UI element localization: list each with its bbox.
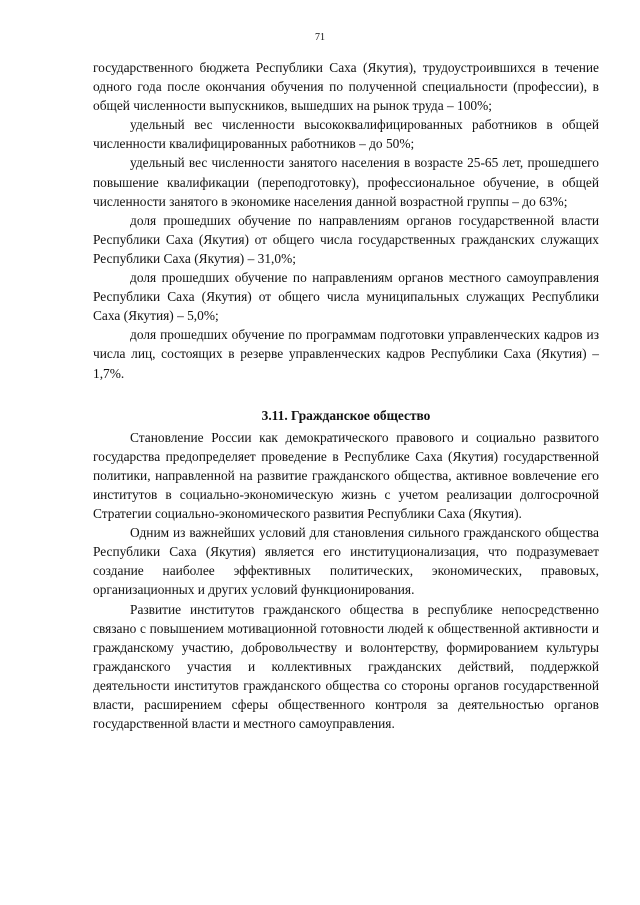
paragraph: Одним из важнейших условий для становления сильного гражданского общества Республики Саха (Якутия) является его институционализация, что подразумевает создание наиболее эффективных политических, экономических, правовых, организационных и других условий функционирования. [93,525,599,598]
section-heading: 3.11. Гражданское общество [261,407,431,423]
paragraph: Развитие институтов гражданского общества в республике непосредственно связано с повышением мотивационной готовности людей к общественной активности и гражданскому участию, добровольчеству и волонтерству, формированием культуры гражданского участия и коллективных гражданских действий, поддержкой деятельности институтов гражданского общества со стороны органов государственной власти, расширением сферы общественного контроля за деятельностью органов государственной власти и местного самоуправления. [93,601,599,732]
paragraph: доля прошедших обучение по направлениям органов местного самоуправления Республики Саха (Якутия) от общего числа муниципальных служащих Республики Саха (Якутия) – 5,0%; [93,270,599,324]
paragraph: государственного бюджета Республики Саха (Якутия), трудоустроившихся в течение одного года после окончания обучения по полученной специальности (профессии), в общей численности выпускников, вышедших на рынок труда – 100%; [93,60,599,114]
section-body [93,428,599,734]
paragraph: Становление России как демократического правового и социально развитого государства предопределяет проведение в Республике Саха (Якутия) государственной политики, направленной на развитие гражданского общества, активное вовлечение его институтов в социально-экономическую жизнь с учетом реализации долгосрочной Стратегии социально-экономического развития Республики Саха (Якутия). [93,429,599,522]
paragraph: удельный вес численности высококвалифицированных работников в общей численности квалифицированных работников – до 50%; [93,117,599,152]
paragraph: доля прошедших обучение по направлениям органов государственной власти Республики Саха (Якутия) от общего числа государственных гражданских служащих Республики Саха (Якутия) – 31,0%; [93,212,599,266]
page-number: 71 [315,32,325,43]
indicators-list [93,58,599,383]
document-body [93,58,599,733]
paragraph: удельный вес численности занятого населения в возрасте 25-65 лет, прошедшего повышение квалификации (переподготовку), профессиональное обучение, в общей численности занятого в экономике населения данной возрастной группы – до 63%; [93,155,599,209]
paragraph: доля прошедших обучение по программам подготовки управленческих кадров из числа лиц, состоящих в резерве управленческих кадров Республики Саха (Якутия) – 1,7%. [93,327,599,381]
